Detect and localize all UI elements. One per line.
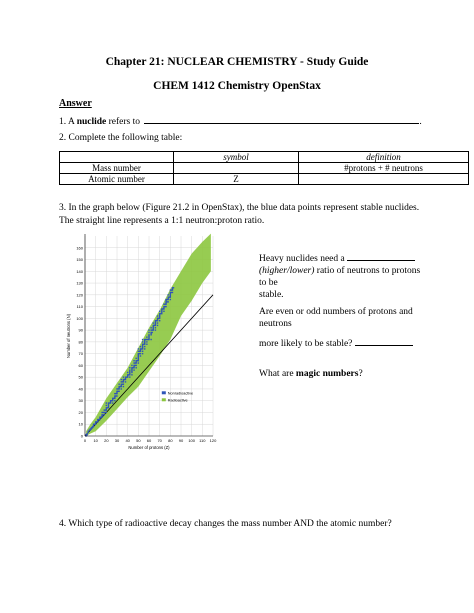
stable-point	[157, 325, 158, 326]
x-tick-label: 40	[125, 438, 130, 443]
stable-point	[131, 374, 132, 375]
x-tick-label: 80	[168, 438, 173, 443]
legend-label-stable: Nonradioactive	[167, 391, 194, 396]
y-tick-label: 140	[76, 268, 83, 274]
x-tick-label: 0	[83, 438, 87, 443]
stable-point	[142, 351, 143, 352]
y-tick-label: 30	[78, 398, 83, 404]
stable-point	[173, 287, 174, 288]
x-tick-label: 70	[157, 438, 162, 443]
stable-point	[118, 384, 119, 385]
evenodd-line-2: more likely to be stable?	[259, 339, 353, 349]
magic-suffix: ?	[358, 369, 363, 379]
y-tick-label: 120	[76, 292, 83, 298]
stable-point	[138, 362, 139, 363]
magic-prefix: What are	[259, 369, 296, 379]
x-tick-label: 10	[93, 438, 98, 443]
y-tick-label: 110	[76, 304, 83, 310]
stable-point	[157, 322, 158, 323]
even-odd-question	[259, 306, 439, 350]
y-tick-label: 150	[76, 257, 83, 263]
stable-point	[104, 414, 105, 415]
stable-point	[159, 320, 160, 321]
course-subtitle: CHEM 1412 Chemistry OpenStax	[153, 80, 321, 92]
stable-point	[129, 369, 130, 370]
y-tick-label: 0	[80, 433, 83, 439]
stable-point	[168, 301, 169, 302]
x-tick-label: 50	[136, 438, 141, 443]
stable-point	[123, 386, 124, 387]
stable-point	[127, 372, 128, 373]
stable-point	[125, 381, 126, 382]
stable-point	[146, 341, 147, 342]
y-tick-label: 70	[78, 351, 83, 357]
heavy-line-2: ratio of neutrons to protons to be	[259, 266, 421, 288]
stable-point	[123, 376, 124, 377]
x-tick-label: 120	[209, 438, 217, 443]
y-tick-label: 60	[78, 362, 83, 368]
answer-heading: Answer	[59, 98, 92, 109]
legend-label-radioactive: Radioactive	[167, 398, 188, 403]
heavy-line-3: stable.	[259, 290, 284, 300]
stable-point	[146, 344, 147, 345]
q1-suffix: refers to	[106, 117, 141, 127]
stable-point	[152, 332, 153, 333]
stable-point	[159, 311, 160, 312]
stable-point	[142, 353, 143, 354]
stable-point	[121, 379, 122, 380]
stable-point	[133, 369, 134, 370]
heavy-nuclides-question	[259, 251, 429, 301]
y-tick-label: 20	[78, 409, 83, 415]
y-tick-label: 50	[78, 374, 83, 380]
nuclear-terms-table	[59, 151, 469, 185]
y-tick-label: 40	[78, 386, 83, 392]
table-cell[interactable]	[174, 163, 299, 174]
question-2: 2. Complete the following table:	[59, 133, 183, 143]
x-tick-label: 30	[114, 438, 120, 443]
stable-point	[163, 311, 164, 312]
x-tick-label: 100	[188, 438, 196, 443]
y-tick-label: 10	[78, 421, 83, 427]
stable-point	[148, 334, 149, 335]
stable-point	[106, 405, 107, 406]
stable-point	[106, 412, 107, 413]
x-tick-label: 90	[178, 438, 184, 443]
stable-point	[114, 400, 115, 401]
question-3-line-1: 3. In the graph below (Figure 21.2 in OpenStax), the blue data points represent stable nuclides.	[59, 203, 420, 213]
x-tick-label: 20	[104, 438, 109, 443]
stable-point	[146, 336, 147, 337]
question-1	[59, 114, 422, 127]
stable-point	[129, 367, 130, 368]
x-tick-label: 110	[199, 438, 206, 443]
table-cell: Atomic number	[60, 174, 174, 185]
table-header-cell: definition	[299, 152, 469, 163]
evenodd-line-1: Are even or odd numbers of protons and neutrons	[259, 307, 413, 329]
stable-point	[142, 339, 143, 340]
stable-point	[129, 376, 130, 377]
table-row	[60, 174, 469, 185]
q1-bold-term: nuclide	[76, 117, 107, 127]
q1-answer-blank[interactable]	[144, 114, 419, 124]
evenodd-answer-blank[interactable]	[355, 336, 413, 346]
stable-point	[136, 365, 137, 366]
stable-point	[136, 358, 137, 359]
stable-point	[165, 306, 166, 307]
stable-point	[148, 329, 149, 330]
stable-point	[172, 292, 173, 293]
stable-point	[144, 348, 145, 349]
table-header-row	[60, 152, 469, 163]
y-tick-label: 90	[78, 327, 83, 333]
stable-point	[155, 327, 156, 328]
heavy-answer-blank[interactable]	[347, 251, 415, 261]
magic-numbers-question	[259, 368, 363, 380]
stable-point	[112, 402, 113, 403]
q1-prefix: 1. A	[59, 117, 77, 127]
stable-point	[168, 294, 169, 295]
table-cell[interactable]	[299, 174, 469, 185]
stable-point	[118, 391, 119, 392]
heavy-line-1: Heavy nuclides need a	[259, 254, 345, 264]
stable-point	[121, 388, 122, 389]
nuclide-stability-chart	[63, 230, 223, 462]
stable-point	[116, 395, 117, 396]
question-3-line-2: The straight line represents a 1:1 neutron:proton ratio.	[59, 216, 265, 226]
table-cell: #protons + # neutrons	[299, 163, 469, 174]
stable-point	[150, 327, 151, 328]
table-cell: Z	[174, 174, 299, 185]
question-4: 4. Which type of radioactive decay changes the mass number AND the atomic number?	[59, 519, 392, 529]
stable-point	[157, 315, 158, 316]
stable-point	[142, 341, 143, 342]
stable-point	[131, 365, 132, 366]
page-title: Chapter 21: NUCLEAR CHEMISTRY - Study Guide	[105, 56, 369, 68]
stable-point	[133, 360, 134, 361]
legend-swatch-stable	[162, 391, 166, 394]
stable-point	[148, 332, 149, 333]
higher-lower-choice: (higher/lower)	[259, 266, 315, 276]
q1-end: .	[419, 117, 422, 127]
legend-swatch-radioactive	[162, 398, 166, 401]
stable-point	[140, 353, 141, 354]
y-tick-label: 100	[76, 315, 83, 321]
stable-point	[136, 367, 137, 368]
y-tick-label: 80	[78, 339, 83, 345]
x-tick-label: 60	[146, 438, 152, 443]
stable-point	[140, 346, 141, 347]
stable-point	[155, 329, 156, 330]
stable-point	[170, 299, 171, 300]
stable-point	[150, 339, 151, 340]
stable-point	[138, 348, 139, 349]
stable-point	[140, 355, 141, 356]
table-header-cell	[60, 152, 174, 163]
table-row	[60, 163, 469, 174]
table-cell: Mass number	[60, 163, 174, 174]
y-tick-label: 130	[76, 280, 83, 286]
x-axis-label: Number of protons (Z)	[128, 445, 170, 450]
stable-point	[123, 384, 124, 385]
stable-point	[106, 402, 107, 403]
stable-point	[144, 346, 145, 347]
magic-bold: magic numbers	[295, 369, 359, 379]
table-header-cell: symbol	[174, 152, 299, 163]
stable-point	[153, 322, 154, 323]
y-tick-label: 160	[76, 245, 83, 251]
y-axis-label: Number of neutrons (N)	[66, 314, 71, 358]
